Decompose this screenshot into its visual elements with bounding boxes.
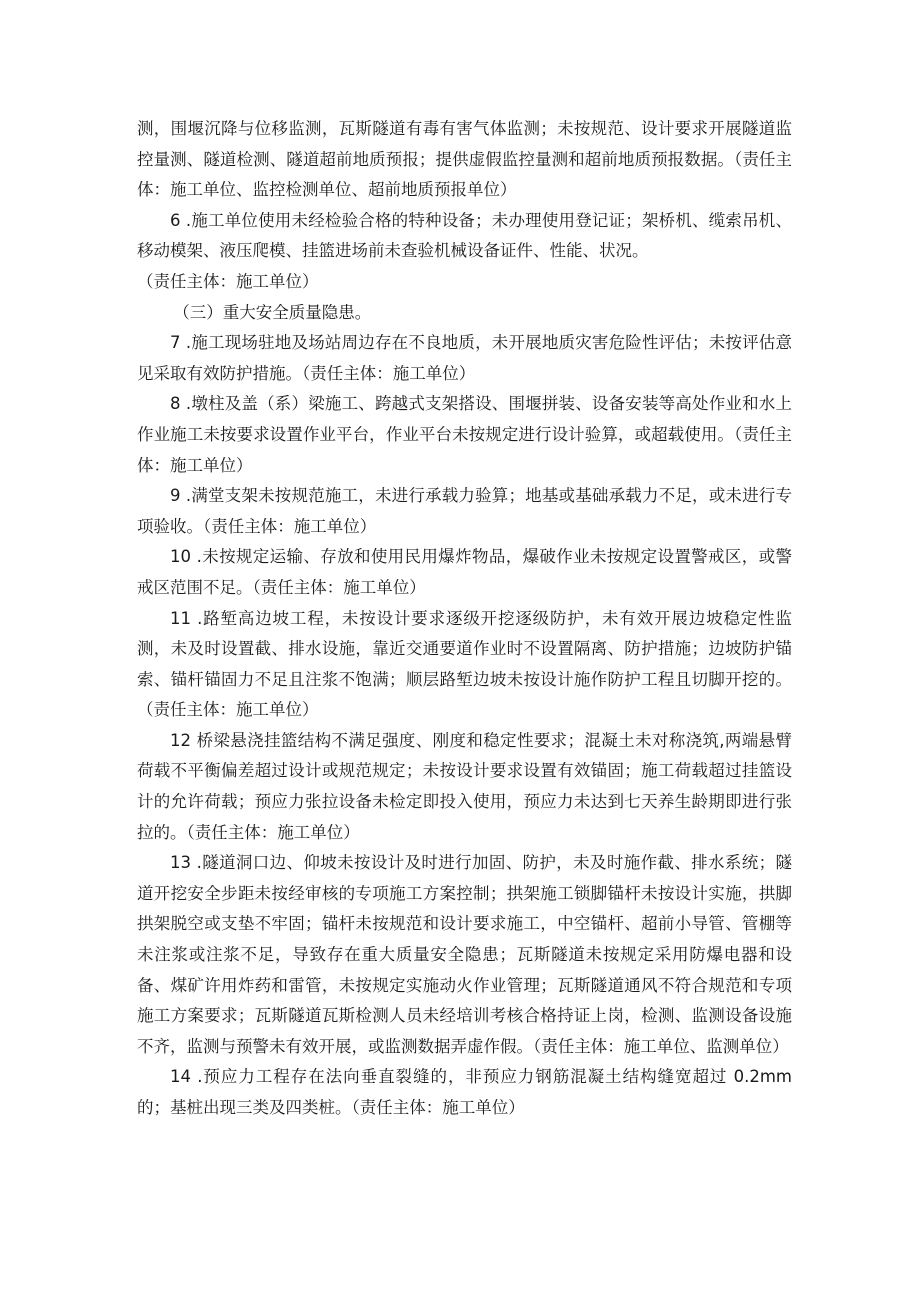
paragraph-item-9: 9 .满堂支架未按规范施工，未进行承载力验算；地基或基础承载力不足，或未进行专项验收。（责任主体：施工单位）	[137, 486, 792, 536]
paragraph-item-6: 6 .施工单位使用未经检验合格的特种设备；未办理使用登记证；架桥机、缆索吊机、移动模架、液压爬模、挂篮进场前未查验机械设备证件、性能、状况。	[137, 210, 792, 261]
section-heading-3: （三）重大安全质量隐患。	[173, 302, 372, 322]
paragraph-item-12: 12 桥梁悬浇挂篮结构不满足强度、刚度和稳定性要求；混凝土未对称浇筑,两端悬臂荷载不平衡偏差超过设计或规范规定；未按设计要求设置有效锚固；施工荷载超过挂篮设计的允许荷载；预应力张拉设备未检定即投入使用，预应力未达到七天养生龄期即进行张拉的。（责任主体：施工单位）	[137, 730, 792, 842]
paragraph-continuation: 测，围堰沉降与位移监测，瓦斯隧道有毒有害气体监测；未按规范、设计要求开展隧道监控量测、隧道检测、隧道超前地质预报；提供虚假监控量测和超前地质预报数据。（责任主体：施工单位、监控检测单位、超前地质预报单位）	[137, 119, 792, 200]
paragraph-item-13: 13 .隧道洞口边、仰坡未按设计及时进行加固、防护，未及时施作截、排水系统；隧道开挖安全步距未按经审核的专项施工方案控制；拱架施工锁脚锚杆未按设计实施，拱脚拱架脱空或支垫不牢固；锚杆未按规范和设计要求施工，中空锚杆、超前小导管、管棚等未注浆或注浆不足，导致存在重大质量安全隐患；瓦斯隧道未按规定采用防爆电器和设备、煤矿许用炸药和雷管，未按规定实施动火作业管理；瓦斯隧道通风不符合规范和专项施工方案要求；瓦斯隧道瓦斯检测人员未经培训考核合格持证上岗，检测、监测设备设施不齐，监测与预警未有效开展，或监测数据弄虚作假。（责任主体：施工单位、监测单位）	[137, 853, 792, 1056]
paragraph-item-8: 8 .墩柱及盖（系）梁施工、跨越式支架搭设、围堰拼装、设备安装等高处作业和水上作业施工未按要求设置作业平台，作业平台未按规定进行设计验算，或超载使用。（责任主体：施工单位）	[137, 394, 792, 475]
paragraph-item-14: 14 .预应力工程存在法向垂直裂缝的，非预应力钢筋混凝土结构缝宽超过 0.2mm 的；基桩出现三类及四类桩。（责任主体：施工单位）	[137, 1067, 792, 1117]
paragraph-item-7: 7 .施工现场驻地及场站周边存在不良地质，未开展地质灾害危险性评估；未按评估意见采取有效防护措施。（责任主体：施工单位）	[137, 333, 792, 383]
paragraph-item-10: 10 .未按规定运输、存放和使用民用爆炸物品，爆破作业未按规定设置警戒区，或警戒区范围不足。（责任主体：施工单位）	[137, 547, 792, 597]
paragraph-item-11: 11 .路堑高边坡工程，未按设计要求逐级开挖逐级防护，未有效开展边坡稳定性监测，未及时设置截、排水设施，靠近交通要道作业时不设置隔离、防护措施；边坡防护锚索、锚杆锚固力不足且注浆不饱满；顺层路堑边坡未按设计施作防护工程且切脚开挖的。（责任主体：施工单位）	[137, 608, 792, 720]
paragraph-item-6-responsibility: （责任主体：施工单位）	[137, 271, 319, 291]
